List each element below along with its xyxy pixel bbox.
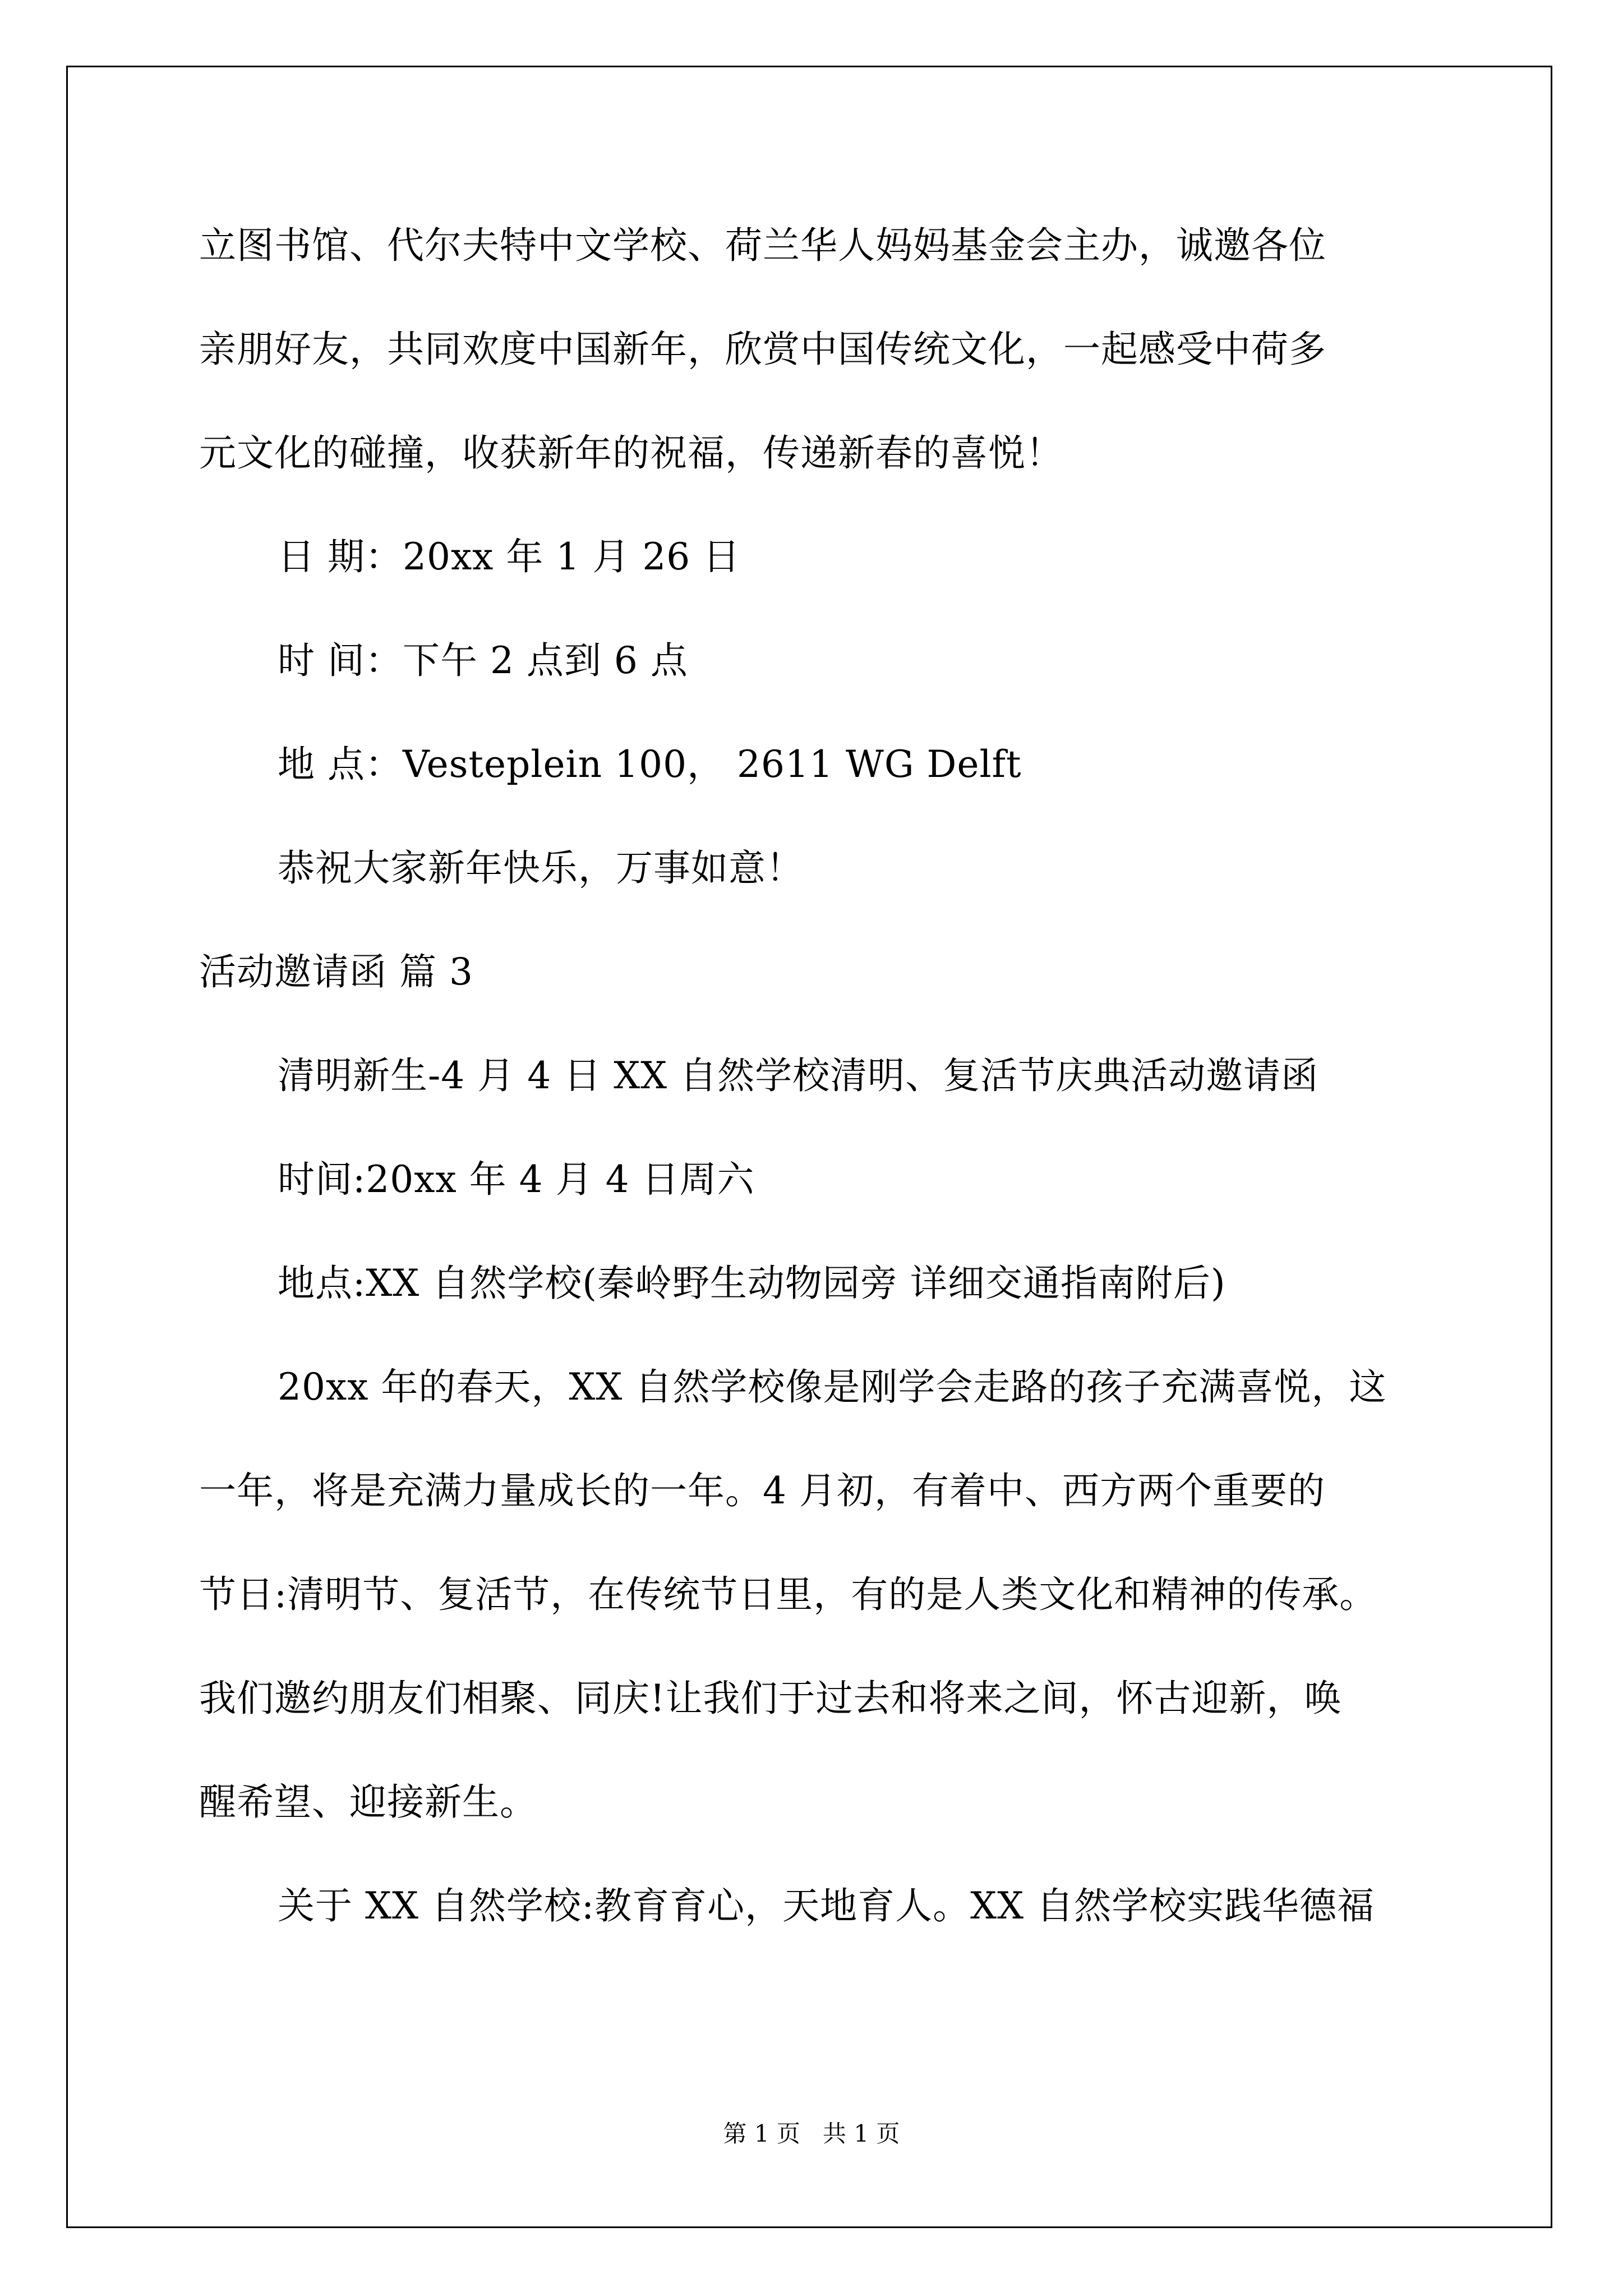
paragraph-line-2: 亲朋好友，共同欢度中国新年，欣赏中国传统文化，一起感受中荷多: [199, 328, 1326, 371]
body-paragraph-line-2: 一年，将是充满力量成长的一年。4 月初，有着中、西方两个重要的: [199, 1469, 1325, 1512]
paragraph-line-1: 立图书馆、代尔夫特中文学校、荷兰华人妈妈基金会主办，诚邀各位: [199, 224, 1326, 267]
paragraph-line-3: 元文化的碰撞，收获新年的祝福，传递新春的喜悦！: [199, 431, 1063, 475]
event-time-line: 时间:20xx 年 4 月 4 日周六: [278, 1158, 755, 1201]
about-paragraph-line-1: 关于 XX 自然学校:教育育心，天地育人。XX 自然学校实践华德福: [278, 1884, 1375, 1927]
body-paragraph-line-1: 20xx 年的春天，XX 自然学校像是刚学会走路的孩子充满喜悦，这: [278, 1365, 1387, 1409]
event-title-line: 清明新生-4 月 4 日 XX 自然学校清明、复活节庆典活动邀请函: [278, 1054, 1319, 1097]
greeting-line: 恭祝大家新年快乐，万事如意！: [278, 846, 804, 890]
body-paragraph-line-3: 节日:清明节、复活节，在传统节日里，有的是人类文化和精神的传承。: [199, 1573, 1377, 1616]
date-line: 日 期：20xx 年 1 月 26 日: [278, 535, 741, 578]
page-number-footer: 第 1 页 共 1 页: [723, 2120, 900, 2147]
time-line: 时 间：下午 2 点到 6 点: [278, 639, 688, 682]
event-location-line: 地点:XX 自然学校(秦岭野生动物园旁 详细交通指南附后): [278, 1262, 1226, 1305]
location-line: 地 点：Vesteplein 100， 2611 WG Delft: [278, 743, 1022, 786]
body-paragraph-line-4: 我们邀约朋友们相聚、同庆!让我们于过去和将来之间，怀古迎新，唤: [199, 1677, 1342, 1720]
body-paragraph-line-5: 醒希望、迎接新生。: [199, 1780, 537, 1824]
section-heading: 活动邀请函 篇 3: [199, 950, 473, 993]
